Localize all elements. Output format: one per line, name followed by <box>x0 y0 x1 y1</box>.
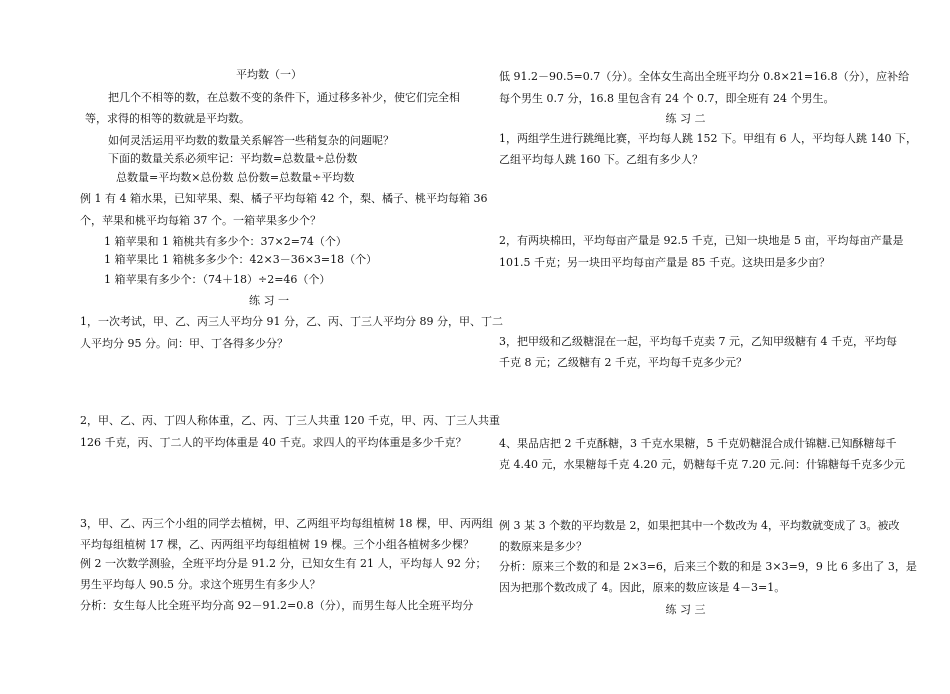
example-3-analysis-line-2: 因为把那个数改成了 4。因此，原来的数应该是 4－3=1。 <box>499 581 786 594</box>
practice-1-q3-line-2: 平均每组植树 17 棵，乙、丙两组平均每组植树 19 棵。三个小组各植树多少棵？ <box>80 538 474 551</box>
example-3-line-1: 例 3 某 3 个数的平均数是 2，如果把其中一个数改为 4，平均数就变成了 3。被改 <box>499 519 900 532</box>
practice-2-q4-line-2: 克 4.40 元，水果糖每千克 4.20 元，奶糖每千克 7.20 元.问：什锦糖每千克多少元 <box>499 458 905 471</box>
intro-line-1: 把几个不相等的数，在总数不变的条件下，通过移多补少，使它们完全相 <box>108 91 460 104</box>
practice-2-q1-line-2: 乙组平均每人跳 160 下。乙组有多少人？ <box>499 153 703 166</box>
practice-1-q1-line-2: 人平均分 95 分。问：甲、丁各得多少分？ <box>80 337 288 350</box>
example-3-line-2: 的数原来是多少？ <box>499 540 587 553</box>
practice-2-q3-line-1: 3，把甲级和乙级糖混在一起，平均每千克卖 7 元，乙知甲级糖有 4 千克，平均每 <box>499 335 897 348</box>
analysis-cont-line-1: 低 91.2－90.5=0.7（分）。全体女生高出全班平均分 0.8×21=16.8（分），应补给 <box>499 70 910 83</box>
example-2-line-1: 例 2 一次数学测验，全班平均分是 91.2 分，已知女生有 21 人，平均每人 92 分； <box>80 557 487 570</box>
formula-line-1: 下面的数量关系必须牢记：平均数=总数量÷总份数 <box>108 152 358 165</box>
practice-1-q3-line-1: 3，甲、乙、丙三个小组的同学去植树，甲、乙两组平均每组植树 18 棵，甲、丙两组 <box>80 517 493 530</box>
solution-step-1: 1 箱苹果和 1 箱桃共有多少个：37×2=74（个） <box>104 235 347 248</box>
formula-line-2: 总数量=平均数×总份数 总份数=总数量÷平均数 <box>116 171 355 184</box>
practice-3-heading: 练 习 三 <box>665 603 706 616</box>
practice-1-q2-line-1: 2，甲、乙、丙、丁四人称体重，乙、丙、丁三人共重 120 千克，甲、丙、丁三人共重 <box>80 414 500 427</box>
practice-2-q2-line-1: 2，有两块棉田，平均每亩产量是 92.5 千克，已知一块地是 5 亩，平均每亩产量是 <box>499 234 904 247</box>
practice-1-q1-line-1: 1，一次考试，甲、乙、丙三人平均分 91 分，乙、丙、丁三人平均分 89 分，甲、丁二 <box>80 315 503 328</box>
practice-1-heading: 练 习 一 <box>249 294 289 307</box>
question-line: 如何灵活运用平均数的数量关系解答一些稍复杂的问题呢？ <box>108 134 394 147</box>
practice-1-q2-line-2: 126 千克，丙、丁二人的平均体重是 40 千克。求四人的平均体重是多少千克？ <box>80 436 467 449</box>
example-2-line-2: 男生平均每人 90.5 分。求这个班男生有多少人？ <box>80 578 321 591</box>
analysis-cont-line-2: 每个男生 0.7 分，16.8 里包含有 24 个 0.7，即全班有 24 个男生。 <box>499 92 835 105</box>
solution-step-3: 1 箱苹果有多少个：（74＋18）÷2=46（个） <box>104 273 331 286</box>
practice-2-q4-line-1: 4、果品店把 2 千克酥糖，3 千克水果糖，5 千克奶糖混合成什锦糖.已知酥糖每千 <box>499 437 897 450</box>
example-3-analysis-line-1: 分析：原来三个数的和是 2×3=6，后来三个数的和是 3×3=9，9 比 6 多出了 3，是 <box>499 560 917 573</box>
section-title: 平均数（一） <box>236 68 302 81</box>
example-1-line-2: 个，苹果和桃平均每箱 37 个。一箱苹果多少个？ <box>80 214 321 227</box>
practice-2-q1-line-1: 1，两组学生进行跳绳比赛，平均每人跳 152 下。甲组有 6 人，平均每人跳 140 下， <box>499 132 917 145</box>
practice-2-q3-line-2: 千克 8 元；乙级糖有 2 千克，平均每千克多少元？ <box>499 356 747 369</box>
example-1-line-1: 例 1 有 4 箱水果，已知苹果、梨、橘子平均每箱 42 个，梨、橘子、桃平均每箱 36 <box>80 192 488 205</box>
practice-2-q2-line-2: 101.5 千克；另一块田平均每亩产量是 85 千克。这块田是多少亩？ <box>499 256 830 269</box>
solution-step-2: 1 箱苹果比 1 箱桃多多少个：42×3－36×3=18（个） <box>104 253 378 266</box>
example-2-analysis: 分析：女生每人比全班平均分高 92－91.2=0.8（分），而男生每人比全班平均分 <box>80 599 474 612</box>
practice-2-heading: 练 习 二 <box>665 112 706 125</box>
intro-line-2: 等，求得的相等的数就是平均数。 <box>85 112 250 125</box>
